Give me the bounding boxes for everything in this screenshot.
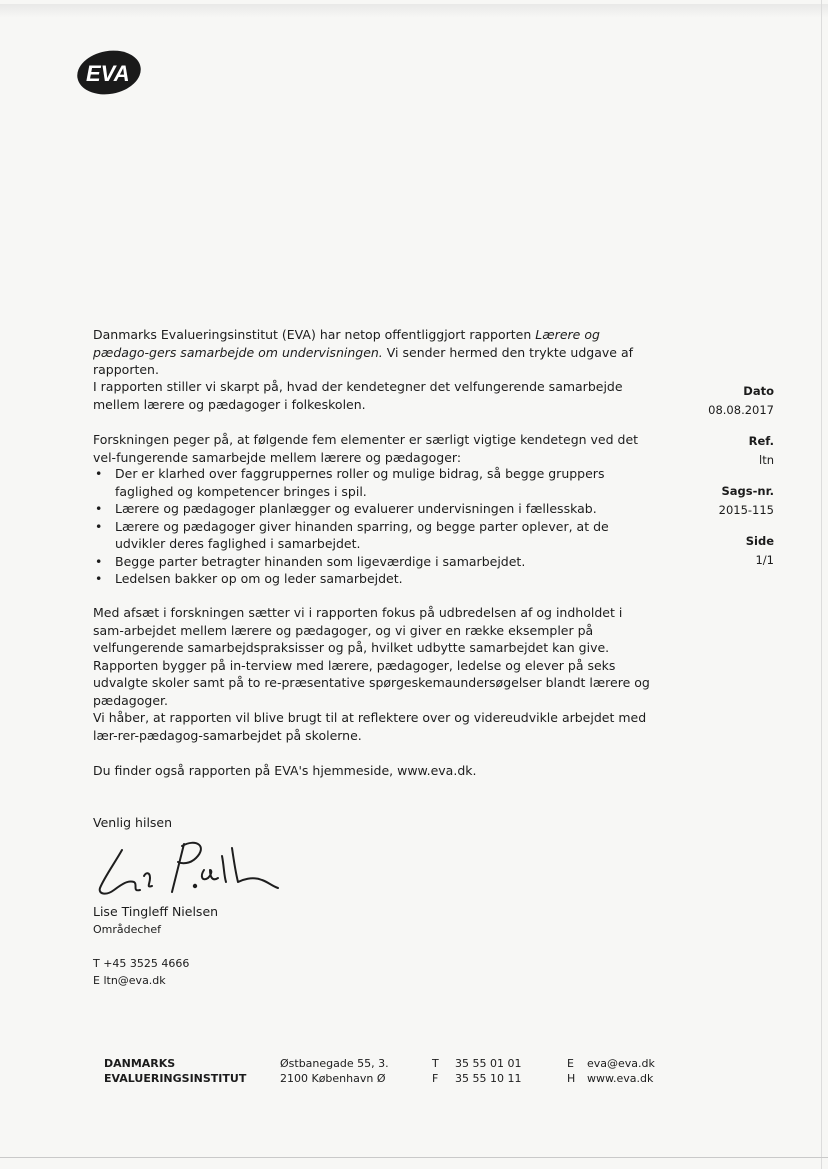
footer-address-line1: Østbanegade 55, 3. bbox=[280, 1057, 389, 1070]
paragraph-hope: Vi håber, at rapporten vil blive brugt til at reflektere over og videreudvikle arbejdet med lær-rer-pædagog-samarbejdet på skolerne. bbox=[93, 710, 647, 743]
paragraph-research: Forskningen peger på, at følgende fem elementer er særligt vigtige kendetegn ved det vel-fungerende samarbejde mellem lærere og pædagoger: bbox=[93, 432, 639, 465]
case-number-value: 2015-115 bbox=[718, 503, 774, 517]
paragraph-method: Med afsæt i forskningen sætter vi i rapporten fokus på udbredelsen af og indholdet i sam-arbejdet mellem lærere og pædagoger, og vi giver en række eksempler på velfungerende samarbejdspraksisser og på, hvilket udbytte samarbejdet kan give. Rapporten bygger på in-terview med lærere, pædagoger, ledelse og elever på seks udvalgte skoler samt på to re-præsentative spørgeskemaundersøgelser blandt lærere og pædagoger. bbox=[93, 605, 650, 708]
footer-f-label: F bbox=[432, 1071, 439, 1085]
date-label: Dato bbox=[743, 384, 774, 398]
signer-email: E ltn@eva.dk bbox=[93, 974, 166, 987]
footer-t-label: T bbox=[432, 1057, 439, 1070]
signer-phone: T +45 3525 4666 bbox=[93, 957, 190, 970]
footer-e-value: eva@eva.dk bbox=[587, 1057, 655, 1070]
eva-logo-text: EVA bbox=[86, 61, 130, 86]
footer-phone-values bbox=[455, 1057, 521, 1086]
report-title: Lærere og pædago-gers samarbejde om undervisningen. bbox=[93, 327, 600, 360]
scan-bottom-edge bbox=[0, 1157, 828, 1158]
signer-title: Områdechef bbox=[93, 923, 162, 936]
bullet-item: • Ledelsen bakker op om og leder samarbejdet. bbox=[93, 570, 653, 588]
paragraph-focus: I rapporten stiller vi skarpt på, hvad der kendetegner det velfungerende samarbejde mellem lærere og pædagoger i folkeskolen. bbox=[93, 379, 623, 412]
scan-right-edge bbox=[821, 0, 822, 1169]
bullet-item: • Begge parter betragter hinanden som ligeværdige i samarbejdet. bbox=[93, 553, 653, 571]
ref-value: ltn bbox=[759, 453, 774, 467]
intro-text-b: Vi sender hermed den trykte udgave af rapporten. bbox=[93, 344, 633, 377]
footer-e-label: E bbox=[567, 1057, 574, 1070]
paragraph-intro bbox=[93, 326, 653, 379]
bullet-item: • Lærere og pædagoger giver hinanden sparring, og begge parter oplever, at de udvikler deres faglighed i samarbejdet. bbox=[93, 518, 653, 553]
bullet-item: • Lærere og pædagoger planlægger og evaluerer undervisningen i fællesskab. bbox=[93, 500, 653, 518]
closing: Venlig hilsen bbox=[93, 815, 173, 830]
footer-f-value: 35 55 10 11 bbox=[455, 1071, 522, 1085]
page-label: Side bbox=[745, 534, 774, 548]
footer-web-labels bbox=[567, 1057, 575, 1086]
footer-phone-labels bbox=[432, 1057, 439, 1086]
date-value: 08.08.2017 bbox=[708, 403, 774, 417]
page-value: 1/1 bbox=[755, 553, 774, 567]
bullet-item: • Der er klarhed over faggruppernes roller og mulige bidrag, så begge gruppers faglighed og kompetencer bringes i spil. bbox=[93, 465, 653, 500]
footer-address-line2: 2100 København Ø bbox=[280, 1071, 386, 1085]
bullet-list bbox=[93, 465, 653, 588]
signer-name: Lise Tingleff Nielsen bbox=[93, 904, 219, 919]
handwritten-signature bbox=[92, 836, 282, 900]
footer-h-label: H bbox=[567, 1071, 576, 1085]
footer-t-value: 35 55 01 01 bbox=[455, 1057, 522, 1070]
eva-logo bbox=[76, 50, 142, 95]
footer-org-line1: DANMARKS bbox=[104, 1057, 176, 1070]
footer-h-value: www.eva.dk bbox=[587, 1071, 654, 1085]
footer-organization bbox=[104, 1057, 246, 1086]
footer-address bbox=[280, 1057, 389, 1086]
intro-text-a: Danmarks Evalueringsinstitut (EVA) har netop offentliggjort rapporten bbox=[93, 327, 536, 342]
scan-edge-shadow bbox=[0, 4, 828, 18]
case-number-label: Sags-nr. bbox=[721, 484, 774, 498]
ref-label: Ref. bbox=[748, 434, 774, 448]
paragraph-website: Du finder også rapporten på EVA's hjemmeside, www.eva.dk. bbox=[93, 763, 477, 778]
footer-web-values bbox=[587, 1057, 655, 1086]
meta-column bbox=[708, 382, 774, 570]
footer-org-line2: EVALUERINGSINSTITUT bbox=[104, 1071, 247, 1085]
